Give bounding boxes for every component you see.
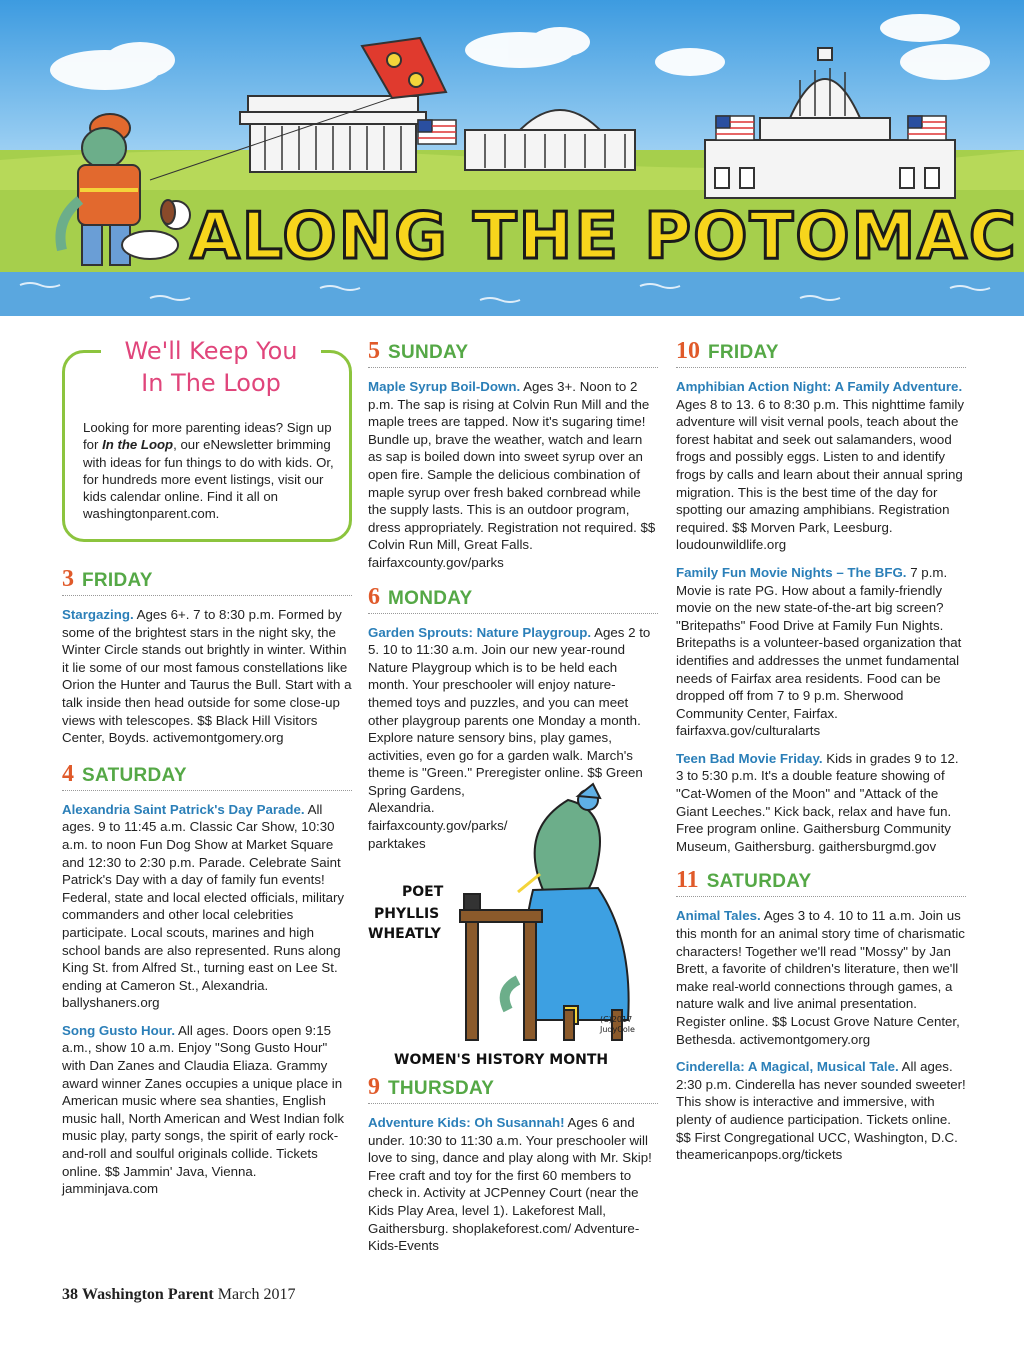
day-name: THURSDAY xyxy=(388,1078,495,1099)
day-heading-11 xyxy=(676,867,966,897)
event-body: All ages. 2:30 p.m. Cinderella has never sounded sweeter! This show is interactive and immersive, with plenty of audience participation. Tickets online. $$ First Congregational UCC, Washington, D.C. theamericanpops.org/tickets xyxy=(676,1059,966,1163)
promo-text-pre: Looking for more parenting ideas? Sign up for xyxy=(83,420,332,453)
promo-title-line1: We'll Keep You xyxy=(124,337,298,365)
caption-line1: POET xyxy=(402,884,444,900)
day-number: 6 xyxy=(368,583,380,610)
promo-title-line2: In The Loop xyxy=(141,369,281,397)
promo-text xyxy=(83,419,339,523)
day-number: 4 xyxy=(62,760,74,787)
event-body: Ages 3 to 4. 10 to 11 a.m. Join us this month for an animal story time of charismatic characters! Together we'll read "Mossy" by Jan Brett, a favorite of children's literature, then we'll make real-world connections through games, a nature walk and live animal presentation. Register online. $$ Locust Grove Nature Center, Bethesda. activemontgomery.org xyxy=(676,908,965,1047)
banner-title: ALONG THE POTOMAC xyxy=(190,200,1018,274)
event-title: Amphibian Action Night: A Family Adventure. xyxy=(676,379,963,394)
ink-pot-icon xyxy=(464,874,540,910)
page-footer xyxy=(62,1286,296,1304)
day-number: 10 xyxy=(676,338,700,364)
day-name: SATURDAY xyxy=(706,871,812,893)
day-heading-9 xyxy=(368,1074,658,1104)
lincoln-memorial-icon xyxy=(240,96,426,172)
event-body: Ages 3+. Noon to 2 p.m. The sap is rising at Colvin Run Mill and the maple trees are tapped. Now it's sugaring time! Bundle up, brave the weather, watch and learn as sap is boiled down into sweet syrup over an open fire. Sample the delicious combination of maple syrup over fresh baked cornbread while the supply lasts. This is an outdoor program, dress appropriately. Registration not required. $$ Colvin Run Mill, Great Falls. fairfaxcounty.gov/parks xyxy=(368,379,656,570)
event-song-gusto xyxy=(62,1022,352,1198)
event-title: Animal Tales. xyxy=(676,908,761,924)
event-stargazing xyxy=(62,606,352,747)
caption-line3: WHEATLY xyxy=(368,926,441,942)
day-name: FRIDAY xyxy=(82,570,153,591)
event-title: Stargazing. xyxy=(62,607,134,622)
event-parade xyxy=(62,801,352,1012)
event-title: Teen Bad Movie Friday. xyxy=(676,750,823,766)
event-amphibian-night xyxy=(676,378,966,554)
event-body: Kids in grades 9 to 12. 3 to 5:30 p.m. It's a double feature showing of "Cat-Women of the Moon" and "Attack of the Giant Leeches." Kick back, relax and have fun. Free program online. Gaithersburg Community Museum, Gaithersburg. gaithersburgmd.gov xyxy=(676,750,959,854)
day-heading-6 xyxy=(368,584,658,614)
event-title: Song Gusto Hour. xyxy=(62,1022,176,1038)
promo-text-em: In the Loop xyxy=(102,437,174,453)
day-name: MONDAY xyxy=(388,587,473,609)
event-cinderella xyxy=(676,1058,966,1164)
event-body: Ages 6 and under. 10:30 to 11:30 a.m. Your preschooler will love to sing, dance and play along with Mr. Skip! Free craft and toy for the first 60 members to check in. Activity at JCPenney Court (near the Kids Play Area, level 1). Lakeforest Mall, Gaithersburg. shoplakeforest.com/ Adventure-Kids-Events xyxy=(368,1115,652,1254)
newsletter-promo-box xyxy=(62,337,352,542)
event-title: Family Fun Movie Nights – The BFG. xyxy=(676,564,907,580)
event-body: Ages 2 to 5. 10 to 11:30 a.m. Join our new year-round Nature Playgroup which is to be held each month. Your preschooler will enjoy nature-themed toys and puzzles, and you can meet other playgroup parents one Monday a month. Explore nature sensory bins, play games, activities, even go for a garden walk. March's theme is "Green." Preregister online. $$ Green Spring Gardens, xyxy=(368,624,651,798)
column-2-lower xyxy=(368,1074,658,1265)
issue-date: March 2017 xyxy=(217,1286,296,1303)
day-number: 9 xyxy=(368,1074,380,1100)
event-title: Cinderella: A Magical, Musical Tale. xyxy=(676,1059,899,1075)
event-body: All ages. Doors open 9:15 a.m., show 10 a.m. Enjoy "Song Gusto Hour" with Dan Zanes and Claudia Eliaza. Grammy award winner Zanes occupies a unique place in American music where sea shanties, English music hall, North American and West Indian folk music play, party songs, the spirit of early rock-and-roll and soulful originals collide. Tickets online. $$ Jammin' Java, Vienna. jamminjava.com xyxy=(62,1022,345,1197)
caption-line2: PHYLLIS xyxy=(374,906,440,922)
column-1 xyxy=(62,566,352,1208)
event-body: Ages 6+. 7 to 8:30 p.m. Formed by some of the brightest stars in the night sky, the Winter Circle stands out brightly in winter. Within it lie some of our most famous constellations like Orion the Hunter and Taurus the Bull. Start with a talk inside then head outside for some close-up views with telescopes. $$ Black Hill Visitors Center, Boyds. activemontgomery.org xyxy=(62,607,352,746)
promo-text-post: , our eNewsletter brimming with ideas for fun things to do with kids. Or, for hundreds more event listings, visit our kids calendar online. Find it all on washingtonparent.com. xyxy=(83,437,334,522)
day-name: SUNDAY xyxy=(388,342,469,363)
event-body: All ages. 9 to 11:45 a.m. Classic Car Show, 10:30 a.m. to noon Fun Dog Show at Market Square and 12:30 to 2:30 p.m. Parade. Celebrate Saint Patrick's Day with a day of family fun events! Federal, state and local elected officials, military commanders and other local celebrities participate. Local scouts, marines and high school bands are also represented. Runs along King St. from Alfred St., turning east on Lee St. ending at Cameron St., Alexandria. ballyshaners.org xyxy=(62,801,345,1011)
day-heading-4 xyxy=(62,761,352,791)
copyright-artist: JudyCole xyxy=(600,1025,635,1034)
event-teen-bad-movie xyxy=(676,750,966,856)
event-title: Adventure Kids: Oh Susannah! xyxy=(368,1115,565,1130)
womens-history-month-caption: WOMEN'S HISTORY MONTH xyxy=(394,1052,609,1068)
event-body-line: Alexandria. xyxy=(368,800,435,816)
event-animal-tales xyxy=(676,907,966,1048)
event-title: Garden Sprouts: Nature Playgroup. xyxy=(368,624,592,640)
event-maple-syrup xyxy=(368,378,658,572)
event-title: Maple Syrup Boil-Down. xyxy=(368,379,521,394)
phyllis-wheatly-illustration xyxy=(368,770,638,1070)
copyright-year: (C)2017 xyxy=(600,1015,633,1024)
day-heading-5 xyxy=(368,338,658,368)
day-number: 11 xyxy=(676,867,699,894)
event-body: Ages 8 to 13. 6 to 8:30 p.m. This nighttime family adventure will visit vernal pools, teach about the forest habitat and seek out salamanders, wood frogs and possibly eggs. Listen to and identify frogs by calls and learn about their annual spring migration. This is the best time of the day for spotting our amazing amphibians. Registration required. $$ Morven Park, Leesburg. loudounwildlife.org xyxy=(676,396,964,553)
promo-title xyxy=(101,335,321,399)
day-heading-3 xyxy=(62,566,352,596)
event-adventure-kids xyxy=(368,1114,658,1255)
day-heading-10 xyxy=(676,338,966,368)
event-title: Alexandria Saint Patrick's Day Parade. xyxy=(62,801,305,817)
day-number: 5 xyxy=(368,338,380,364)
banner-illustration xyxy=(0,0,1024,316)
event-body: 7 p.m. Movie is rate PG. How about a family-friendly movie on the new state-of-the-art big screen? "Britepaths" Food Drive at Family Fun Nights. Britepaths is a volunteer-based organization that identifies and addresses the unmet fundamental needs of Fairfax area residents. Food can be dropped off from 7 to 9 p.m. Sherwood Community Center, Fairfax. fairfaxva.gov/culturalarts xyxy=(676,564,962,739)
event-body-line: fairfaxcounty.gov/parks/ xyxy=(368,818,508,834)
magazine-name: Washington Parent xyxy=(82,1286,214,1303)
page-number: 38 xyxy=(62,1286,78,1303)
day-name: FRIDAY xyxy=(708,342,779,363)
column-3 xyxy=(676,338,966,1174)
event-movie-night xyxy=(676,564,966,740)
day-number: 3 xyxy=(62,566,74,592)
day-name: SATURDAY xyxy=(82,764,187,786)
event-body-line: parktakes xyxy=(368,835,426,851)
